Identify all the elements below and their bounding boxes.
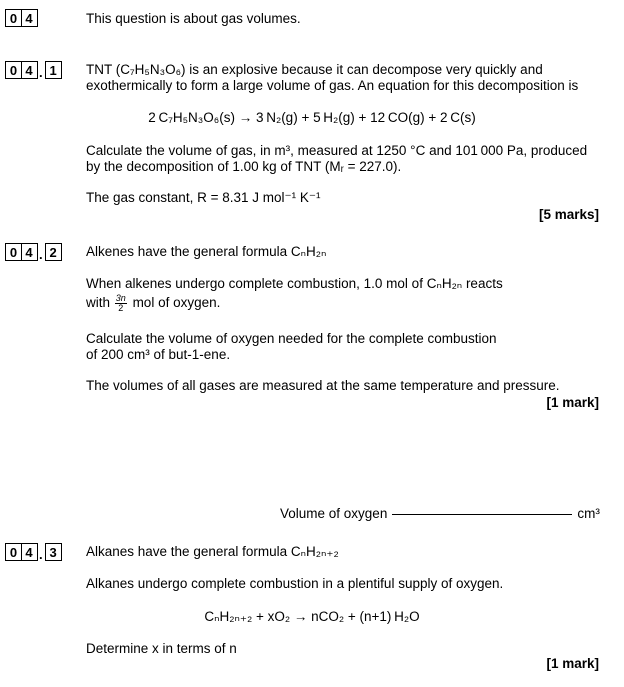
answer-label: Volume of oxygen	[280, 506, 388, 521]
question-number-box: 0	[5, 61, 22, 79]
question-number-box: 4	[21, 9, 38, 27]
q042-marks: [1 mark]	[546, 395, 599, 410]
q043-text-line2: Alkanes undergo complete combustion in a plentiful supply of oxygen.	[86, 576, 504, 591]
question-number-box: 2	[45, 243, 62, 261]
q041-text-line1: TNT (C₇H₅N₃O₆) is an explosive because it can decompose very quickly and	[86, 62, 543, 77]
q042-combustion-line2	[86, 294, 220, 313]
q043-determine: Determine x in terms of n	[86, 641, 237, 656]
fraction-3n-over-2	[115, 294, 127, 313]
question-number-box: 3	[45, 543, 62, 561]
answer-unit: cm³	[577, 506, 600, 521]
question-number-box: 0	[5, 243, 22, 261]
question-number-box: 4	[21, 543, 38, 561]
question-number-box: 4	[21, 243, 38, 261]
q041-calc-line1: Calculate the volume of gas, in m³, measured at 1250 °C and 101 000 Pa, produced	[86, 143, 588, 158]
q041-equation: 2 C₇H₅N₃O₆(s) → 3 N₂(g) + 5 H₂(g) + 12 CO(g) + 2 C(s)	[148, 110, 476, 125]
q041-gas-constant: The gas constant, R = 8.31 J mol⁻¹ K⁻¹	[86, 190, 321, 205]
question-number-dot: .	[39, 246, 43, 262]
q041-text-line2: exothermically to form a large volume of gas. An equation for this decomposition is	[86, 78, 579, 93]
question-number-04-2	[5, 243, 60, 261]
q041-marks: [5 marks]	[538, 207, 599, 222]
question-number-dot: .	[39, 546, 43, 562]
question-number-04-1	[5, 61, 60, 79]
q042-note: The volumes of all gases are measured at the same temperature and pressure.	[86, 378, 560, 393]
q042-combustion-prefix: with	[86, 295, 111, 311]
answer-row	[280, 506, 600, 522]
q042-calc-line2: of 200 cm³ of but-1-ene.	[86, 347, 231, 362]
q042-combustion-suffix: mol of oxygen.	[132, 295, 221, 311]
question-number-04	[5, 9, 36, 27]
answer-line[interactable]	[392, 514, 572, 515]
question-number-04-3	[5, 543, 60, 561]
question-number-dot: .	[39, 64, 43, 80]
fraction-numerator: 3n	[115, 293, 126, 303]
question-number-box: 0	[5, 543, 22, 561]
fraction-denominator: 2	[118, 303, 124, 313]
question-intro: This question is about gas volumes.	[86, 11, 301, 26]
question-number-box: 0	[5, 9, 22, 27]
q042-calc-line1: Calculate the volume of oxygen needed for the complete combustion	[86, 331, 497, 346]
question-number-box: 4	[21, 61, 38, 79]
q042-text-line1: Alkenes have the general formula CₙH₂ₙ	[86, 244, 327, 259]
question-number-box: 1	[45, 61, 62, 79]
q043-marks: [1 mark]	[546, 656, 599, 671]
q042-combustion-line1: When alkenes undergo complete combustion, 1.0 mol of CₙH₂ₙ reacts	[86, 276, 503, 291]
q043-equation: CₙH₂ₙ₊₂ + xO₂ → nCO₂ + (n+1) H₂O	[204, 609, 420, 624]
q041-calc-line2: by the decomposition of 1.00 kg of TNT (Mᵣ = 227.0).	[86, 159, 402, 174]
q043-text-line1: Alkanes have the general formula CₙH₂ₙ₊₂	[86, 544, 339, 559]
